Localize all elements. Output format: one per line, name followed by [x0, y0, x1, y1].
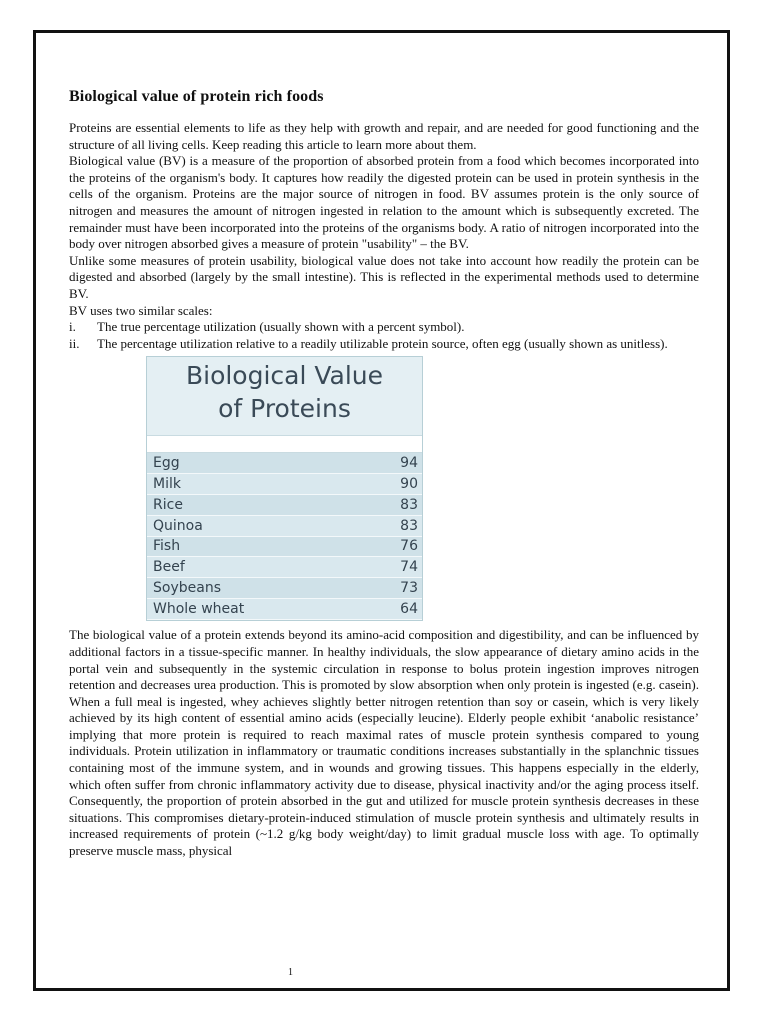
figure-rows [147, 453, 422, 621]
paragraph-scales-intro: BV uses two similar scales: [69, 302, 213, 318]
list-item-number: i. [69, 319, 76, 335]
table-row [147, 599, 422, 620]
paragraph-bv-definition: Biological value (BV) is a measure of the proportion of absorbed protein from a food which becomes incorporated into the proteins of the organism's body. It captures how readily the digested protein can be used in protein synthesis in the cells of the organism. Proteins are the major source of nitrogen in food. BV assumes protein is the only source of nitrogen and measures the amount of nitrogen ingested in relation to the amount which is subsequently excreted. The remainder must have been incorporated into the proteins of the organisms body. A ratio of nitrogen incorporated into the body over nitrogen absorbed gives a measure of protein "usability" – the BV. [69, 153, 699, 252]
figure-subheader [147, 435, 422, 453]
table-row [147, 516, 422, 537]
paragraph-intro: Proteins are essential elements to life as they help with growth and repair, and are needed for good functioning and the structure of all living cells. Keep reading this article to learn more about them. [69, 120, 699, 152]
bv-value: 73 [400, 579, 418, 596]
table-row [147, 557, 422, 578]
list-item-number: ii. [69, 335, 80, 351]
bv-value: 90 [400, 476, 418, 492]
bv-value: 83 [400, 517, 418, 534]
document-body [69, 88, 699, 860]
food-name: Milk [153, 476, 181, 492]
figure-title-line-1: Biological Value [185, 361, 384, 391]
food-name: Whole wheat [153, 600, 245, 617]
list-item-text: The true percentage utilization (usually shown with a percent symbol). [97, 319, 465, 335]
bv-value: 94 [400, 455, 418, 472]
bv-value: 83 [400, 496, 418, 513]
page-number: 1 [288, 967, 293, 978]
list-item-text: The percentage utilization relative to a readily utilizable protein source, often egg (usually shown as unitless). [97, 335, 668, 351]
biological-value-table-image [146, 356, 423, 621]
food-name: Quinoa [153, 517, 203, 534]
bv-value: 76 [400, 538, 418, 555]
food-name: Egg [153, 455, 180, 472]
table-row [147, 453, 422, 474]
list-item [69, 336, 699, 353]
figure-title [147, 357, 422, 435]
table-row [147, 620, 422, 622]
food-name: Soybeans [153, 579, 221, 596]
figure-title-line-2: of Proteins [218, 394, 351, 424]
document-title: Biological value of protein rich foods [69, 88, 324, 105]
bv-value: 74 [400, 559, 418, 576]
food-name: Rice [153, 496, 183, 513]
paragraph-usability: Unlike some measures of protein usability, biological value does not take into account how readily the protein can be digested and absorbed (largely by the small intestine). This is reflected in the experimental methods used to determine BV. [69, 252, 699, 301]
table-row [147, 537, 422, 558]
table-row [147, 578, 422, 599]
food-name: Fish [153, 538, 181, 555]
food-name: Beef [153, 559, 185, 576]
bv-value: 64 [400, 600, 418, 617]
table-row [147, 495, 422, 516]
scales-list [69, 319, 699, 352]
list-item [69, 319, 699, 336]
table-row [147, 474, 422, 495]
paragraph-bv-factors: The biological value of a protein extends beyond its amino-acid composition and digestibility, and can be influenced by additional factors in a tissue-specific manner. In healthy individuals, the slow appearance of dietary amino acids in the portal vein and subsequently in the systemic circulation in response to bolus protein ingestion improves nitrogen retention and decreases urea production. This is promoted by slow absorption when only protein is ingested (e.g. casein). When a full meal is ingested, whey achieves slightly better nitrogen retention than soy or casein, which is very likely achieved by its high content of essential amino acids (especially leucine). Elderly people exhibit ‘anabolic resistance’ implying that more protein is required to reach maximal rates of muscle protein synthesis compared to young individuals. Protein utilization in inflammatory or traumatic conditions increases substantially in the splanchnic tissues containing most of the immune system, and in wounds and growing tissues. This happens especially in the elderly, which often suffer from chronic inflammatory activity due to disease, physical inactivity and/or the aging process itself. Consequently, the proportion of protein absorbed in the gut and utilized for muscle protein synthesis decreases in these situations. This compromises dietary-protein-induced stimulation of muscle protein synthesis and ultimately results in increased requirements of protein (~1.2 g/kg body weight/day) to limit gradual muscle loss with age. To optimally preserve muscle mass, physical [69, 627, 699, 859]
